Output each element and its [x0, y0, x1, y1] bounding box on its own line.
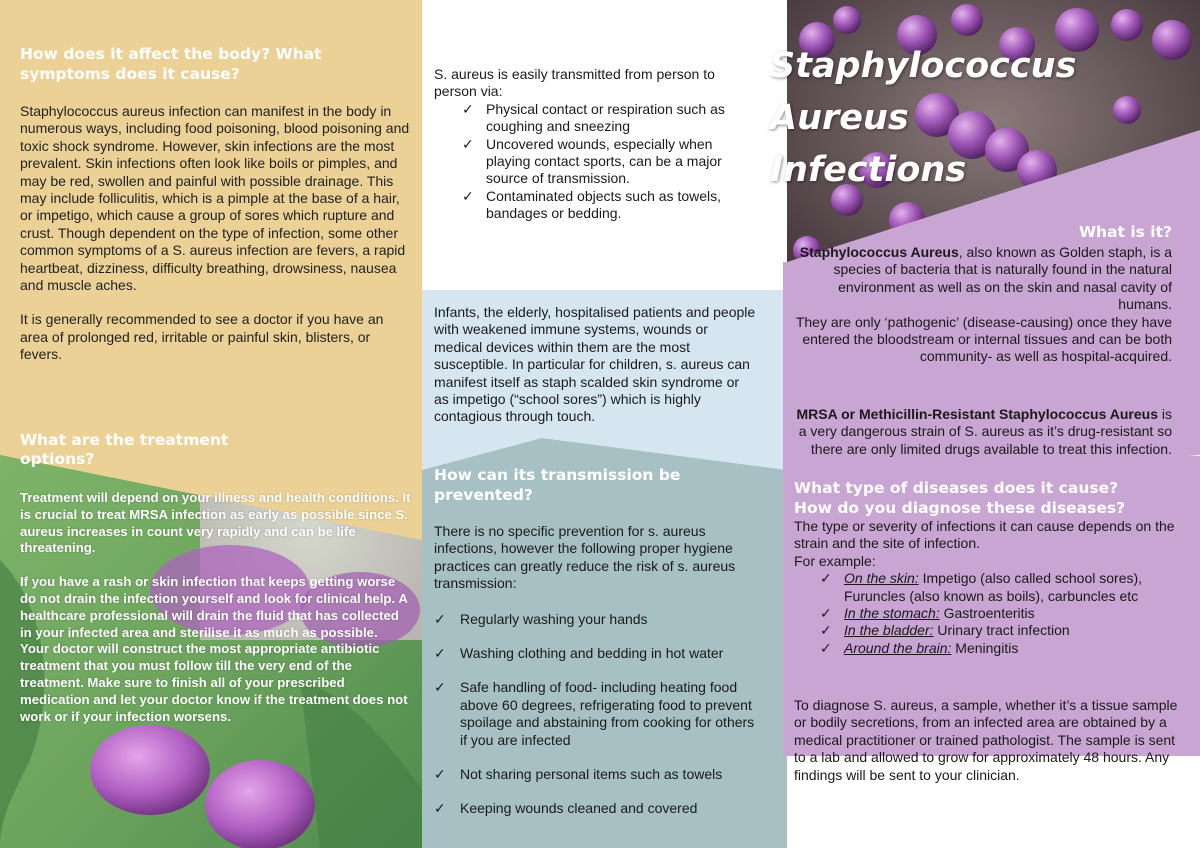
- symptoms-paragraph: Staphylococcus aureus infection can manifest in the body in numerous ways, including food poisoning, blood poisoning and toxic shock syndrome. However, skin infections are the most prevalent. Skin infections often look like boils or pimples, and may be red, swollen and painful with possible drainage. This may include folliculitis, which is a pimple at the base of a hair, or impetigo, which cause a group of sores which rupture and crust. Though dependent on the type of infection, some other common symptoms of a S. aureus infection are fevers, a rapid heartbeat, dizziness, difficulty breathing, drowsiness, nausea and muscle aches.: [20, 103, 410, 294]
- list-item: [434, 188, 754, 223]
- disease-text: Urinary tract infection: [933, 622, 1070, 639]
- check-icon: ✓: [462, 100, 474, 117]
- transmission-section: [434, 66, 754, 223]
- check-icon: ✓: [820, 605, 832, 622]
- list-item: [794, 622, 1179, 639]
- disease-site: In the bladder:: [844, 622, 934, 639]
- list-item-text: Washing clothing and bedding in hot water: [460, 645, 724, 662]
- check-icon: ✓: [434, 679, 446, 696]
- mrsa-text: is a very dangerous strain of S. aureus as it’s drug-resistant so there are only limited drugs available to treat this infection.: [798, 406, 1172, 457]
- what-is-it-body: [795, 244, 1172, 366]
- disease-text: Impetigo (also called school sores), Furuncles (also known as boils), carbuncles etc: [844, 570, 1143, 604]
- mrsa-name: MRSA or Methicillin-Resistant Staphylococcus Aureus: [796, 406, 1158, 422]
- treatment-paragraph-2: If you have a rash or skin infection that keeps getting worse do not drain the infection yourself and look for clinical help. A healthcare professional will drain the fluid that has collected in your infected area and sterilise it as much as possible.: [20, 574, 408, 640]
- diagnosis-paragraph: To diagnose S. aureus, a sample, whether it’s a tissue sample or bodily secretions, from an infected area are obtained by a medical practitioner or trained pathologist. The sample is sent to a lab and allowed to grow for approximately 48 hours. Any findings will be sent to your clinician.: [794, 697, 1178, 783]
- check-icon: ✓: [434, 645, 446, 662]
- prevention-list: [434, 611, 764, 818]
- prevention-heading: How can its transmission be prevented?: [434, 466, 681, 504]
- brochure-title: [770, 40, 1190, 196]
- panel-edge-fill: [783, 262, 789, 462]
- list-item: [434, 611, 764, 628]
- check-icon: ✓: [820, 622, 832, 639]
- treatment-paragraph-1: Treatment will depend on your illness and health conditions. It is crucial to treat MRSA infection as early as possible since S. aureus increases in count very rapidly and can be life threatening.: [20, 490, 411, 556]
- mrsa-paragraph: [795, 406, 1172, 458]
- check-icon: ✓: [820, 639, 832, 656]
- disease-site: On the skin:: [844, 570, 919, 587]
- disease-site: In the stomach:: [844, 605, 940, 622]
- diseases-heading: [794, 478, 1184, 518]
- see-doctor-paragraph: It is generally recommended to see a doctor if you have an area of prolonged red, irritable or painful skin, blisters, or fevers.: [20, 311, 384, 363]
- list-item-text: Uncovered wounds, especially when playing contact sports, can be a major source of transmission.: [486, 135, 722, 187]
- list-item: [434, 645, 764, 662]
- title-line-2: Aureus: [770, 98, 909, 138]
- symptoms-heading: How does it affect the body? What symptoms does it cause?: [20, 45, 322, 83]
- list-item-text: Regularly washing your hands: [460, 610, 648, 627]
- list-item: [794, 605, 1179, 622]
- list-item-text: Contaminated objects such as towels, bandages or bedding.: [486, 187, 722, 222]
- diseases-heading-line-2: How do you diagnose these diseases?: [794, 499, 1126, 517]
- prevention-section: [434, 523, 764, 835]
- transmission-intro: S. aureus is easily transmitted from person to person via:: [434, 66, 715, 100]
- list-item: [434, 136, 754, 188]
- check-icon: ✓: [820, 570, 832, 587]
- list-item: [434, 679, 764, 749]
- list-item: [434, 766, 764, 783]
- diseases-example-label: For example:: [794, 552, 876, 569]
- title-line-1: Staphylococcus: [770, 46, 1077, 86]
- treatment-paragraph-3: Your doctor will construct the most appropriate antibiotic treatment that you must follow till the very end of the treatment. Make sure to finish all of your prescribed medication and let your doctor know if the treatment does not work or if your infection worsens.: [20, 641, 408, 724]
- diseases-intro: The type or severity of infections it can cause depends on the strain and the site of infection.: [794, 518, 1175, 552]
- transmission-list: [434, 101, 754, 223]
- treatment-body: [20, 490, 412, 725]
- list-item-text: Physical contact or respiration such as coughing and sneezing: [486, 100, 725, 135]
- check-icon: ✓: [434, 800, 446, 817]
- list-item-text: Not sharing personal items such as towels: [460, 766, 723, 783]
- list-item: [794, 570, 1179, 605]
- diseases-section: [794, 518, 1179, 657]
- definition-text: , also known as Golden staph, is a species of bacteria that is naturally found in the natural environment as well as on the skin and nasal cavity of humans.: [833, 244, 1172, 313]
- list-item-text: Safe handling of food- including heating food above 60 degrees, refrigerating food to prevent spoilage and abstaining from cooking for others if you are infected: [460, 679, 755, 748]
- list-item: [794, 640, 1179, 657]
- disease-text: Meningitis: [951, 639, 1019, 656]
- definition-paragraph: [795, 244, 1172, 314]
- diseases-list: [794, 570, 1179, 657]
- list-item: [434, 101, 754, 136]
- pathogenic-paragraph: They are only ‘pathogenic’ (disease-causing) once they have entered the bloodstream or internal tissues and can be both community- as well as hospital-acquired.: [795, 313, 1172, 365]
- check-icon: ✓: [434, 766, 446, 783]
- what-is-it-heading: What is it?: [1078, 223, 1172, 241]
- check-icon: ✓: [462, 187, 474, 204]
- susceptible-paragraph: Infants, the elderly, hospitalised patients and people with weakened immune systems, wounds or medical devices within them are the most susceptible. In particular for children, s. aureus can manifest itself as staph scalded skin syndrome or as impetigo (“school sores”) which is highly contagious through touch.: [434, 304, 756, 425]
- disease-text: Gastroenteritis: [939, 605, 1035, 622]
- treatment-heading: What are the treatment options?: [20, 431, 229, 468]
- disease-site: Around the brain:: [844, 639, 952, 656]
- list-item-text: Keeping wounds cleaned and covered: [460, 800, 698, 817]
- species-name: Staphylococcus Aureus: [799, 244, 959, 260]
- prevention-intro: There is no specific prevention for s. aureus infections, however the following proper hygiene practices can greatly reduce the risk of s. aureus transmission:: [434, 523, 736, 592]
- symptoms-body: [20, 103, 410, 364]
- check-icon: ✓: [434, 610, 446, 627]
- diseases-heading-line-1: What type of diseases does it cause?: [794, 479, 1119, 497]
- list-item: [434, 800, 764, 817]
- check-icon: ✓: [462, 135, 474, 152]
- title-line-3: Infections: [770, 150, 967, 190]
